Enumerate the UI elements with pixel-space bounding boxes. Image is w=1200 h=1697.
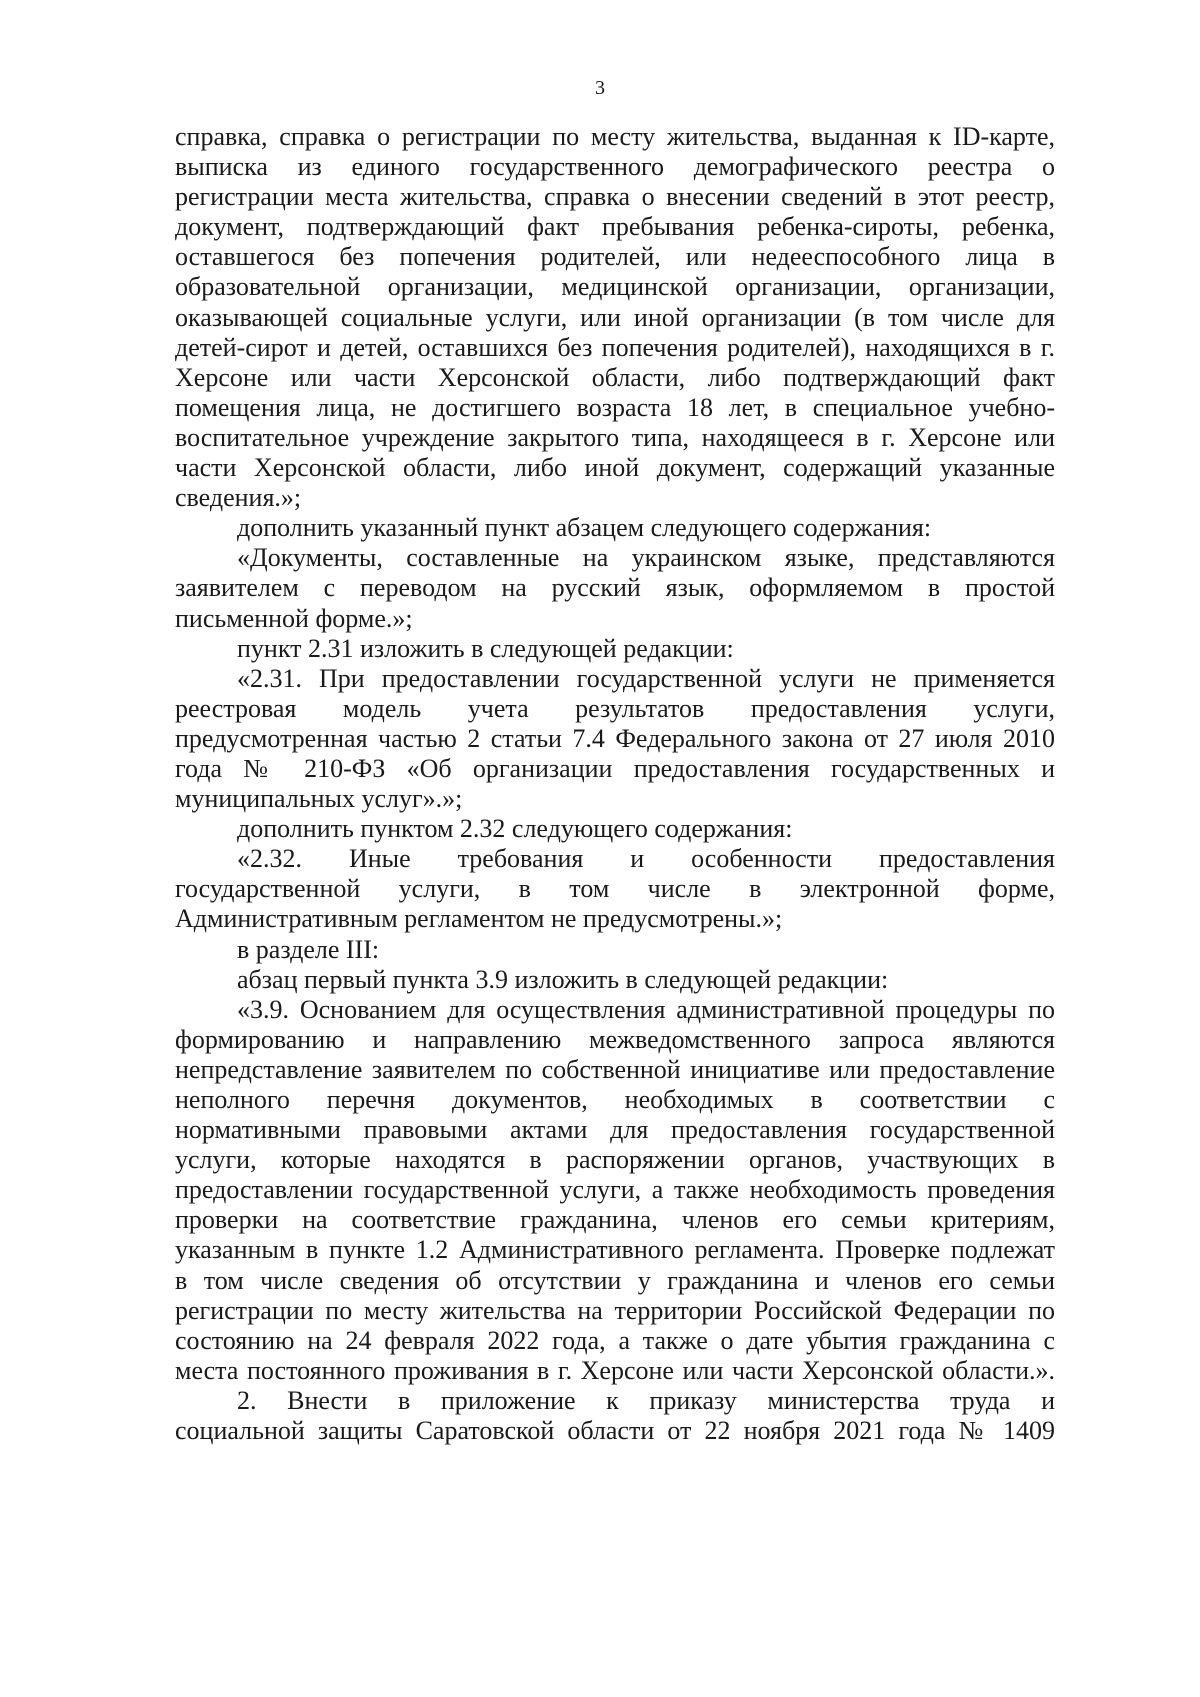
text-line: воспитательное учреждение закрытого типа, находящееся в г. Херсоне или [175, 422, 1055, 452]
text-line: письменной форме.»; [175, 603, 413, 633]
text-line: проверки на соответствие гражданина, членов его семьи критериям, [175, 1205, 1055, 1235]
text-line: социальной защиты Саратовской области от 22 ноября 2021 года № 1409 [175, 1416, 1055, 1446]
text-line: неполного перечня документов, необходимых в соответствии с [175, 1085, 1055, 1114]
document-body [175, 122, 1055, 1446]
text-line: помещения лица, не достигшего возраста 18 лет, в специальное учебно- [175, 392, 1055, 422]
text-line: регистрации по месту жительства на территории Российской Федерации по [175, 1295, 1055, 1325]
text-line: непредставление заявителем по собственной инициативе или предоставление [175, 1054, 1055, 1084]
text-line: справка, справка о регистрации по месту жительства, выданная к ID-карте, [175, 122, 1055, 151]
text-line: реестровая модель учета результатов предоставления услуги, [175, 693, 1055, 723]
text-line: указанным в пункте 1.2 Административного регламента. Проверке подлежат [175, 1235, 1055, 1265]
text-line: государственной услуги, в том числе в электронной форме, [175, 874, 1055, 904]
text-line: сведения.»; [175, 483, 302, 513]
text-line: детей-сирот и детей, оставшихся без попечения родителей), находящихся в г. [175, 332, 1055, 362]
text-line: формированию и направлению межведомственного запроса являются [175, 1024, 1055, 1054]
text-line: регистрации места жительства, справка о внесении сведений в этот реестр, [175, 182, 1055, 212]
text-line: в разделе III: [237, 934, 380, 964]
text-line: 2. Внести в приложение к приказу министерства труда и [237, 1385, 1055, 1415]
text-line: пункт 2.31 изложить в следующей редакции: [237, 633, 734, 663]
text-line: заявителем с переводом на русский язык, оформляемом в простой [175, 573, 1055, 603]
text-line: образовательной организации, медицинской организации, организации, [175, 272, 1055, 302]
text-line: предусмотренная частью 2 статьи 7.4 Федерального закона от 27 июля 2010 [175, 723, 1055, 753]
text-line: услуги, которые находятся в распоряжении органов, участвующих в [175, 1145, 1055, 1175]
text-line: «Документы, составленные на украинском языке, представляются [237, 543, 1055, 573]
text-line: документ, подтверждающий факт пребывания ребенка-сироты, ребенка, [175, 212, 1055, 242]
text-line: предоставлении государственной услуги, а также необходимость проведения [175, 1175, 1055, 1205]
text-line: Херсоне или части Херсонской области, либо подтверждающий факт [175, 362, 1055, 392]
page-number: 3 [595, 77, 605, 99]
text-line: оказывающей социальные услуги, или иной организации (в том числе для [175, 302, 1055, 332]
text-line: «2.31. При предоставлении государственной услуги не применяется [237, 663, 1055, 693]
text-line: дополнить указанный пункт абзацем следующего содержания: [237, 513, 932, 543]
text-line: «2.32. Иные требования и особенности предоставления [237, 844, 1055, 874]
text-line: части Херсонской области, либо иной документ, содержащий указанные [175, 453, 1055, 483]
text-line: состоянию на 24 февраля 2022 года, а также о дате убытия гражданина с [175, 1325, 1055, 1355]
text-line: в том числе сведения об отсутствии у гражданина и членов его семьи [175, 1265, 1055, 1295]
text-line: Административным регламентом не предусмотрены.»; [175, 904, 783, 934]
text-line: «3.9. Основанием для осуществления административной процедуры по [237, 994, 1055, 1024]
text-line: оставшегося без попечения родителей, или недееспособного лица в [175, 242, 1055, 272]
text-line: абзац первый пункта 3.9 изложить в следующей редакции: [237, 964, 889, 994]
text-line: дополнить пунктом 2.32 следующего содержания: [237, 814, 793, 844]
text-line: муниципальных услуг».»; [175, 784, 463, 814]
text-line: года № 210-ФЗ «Об организации предоставления государственных и [175, 753, 1055, 783]
text-line: нормативными правовыми актами для предоставления государственной [175, 1115, 1055, 1145]
text-line: места постоянного проживания в г. Херсоне или части Херсонской области.». [175, 1355, 1055, 1385]
text-line: выписка из единого государственного демографического реестра о [175, 152, 1055, 182]
